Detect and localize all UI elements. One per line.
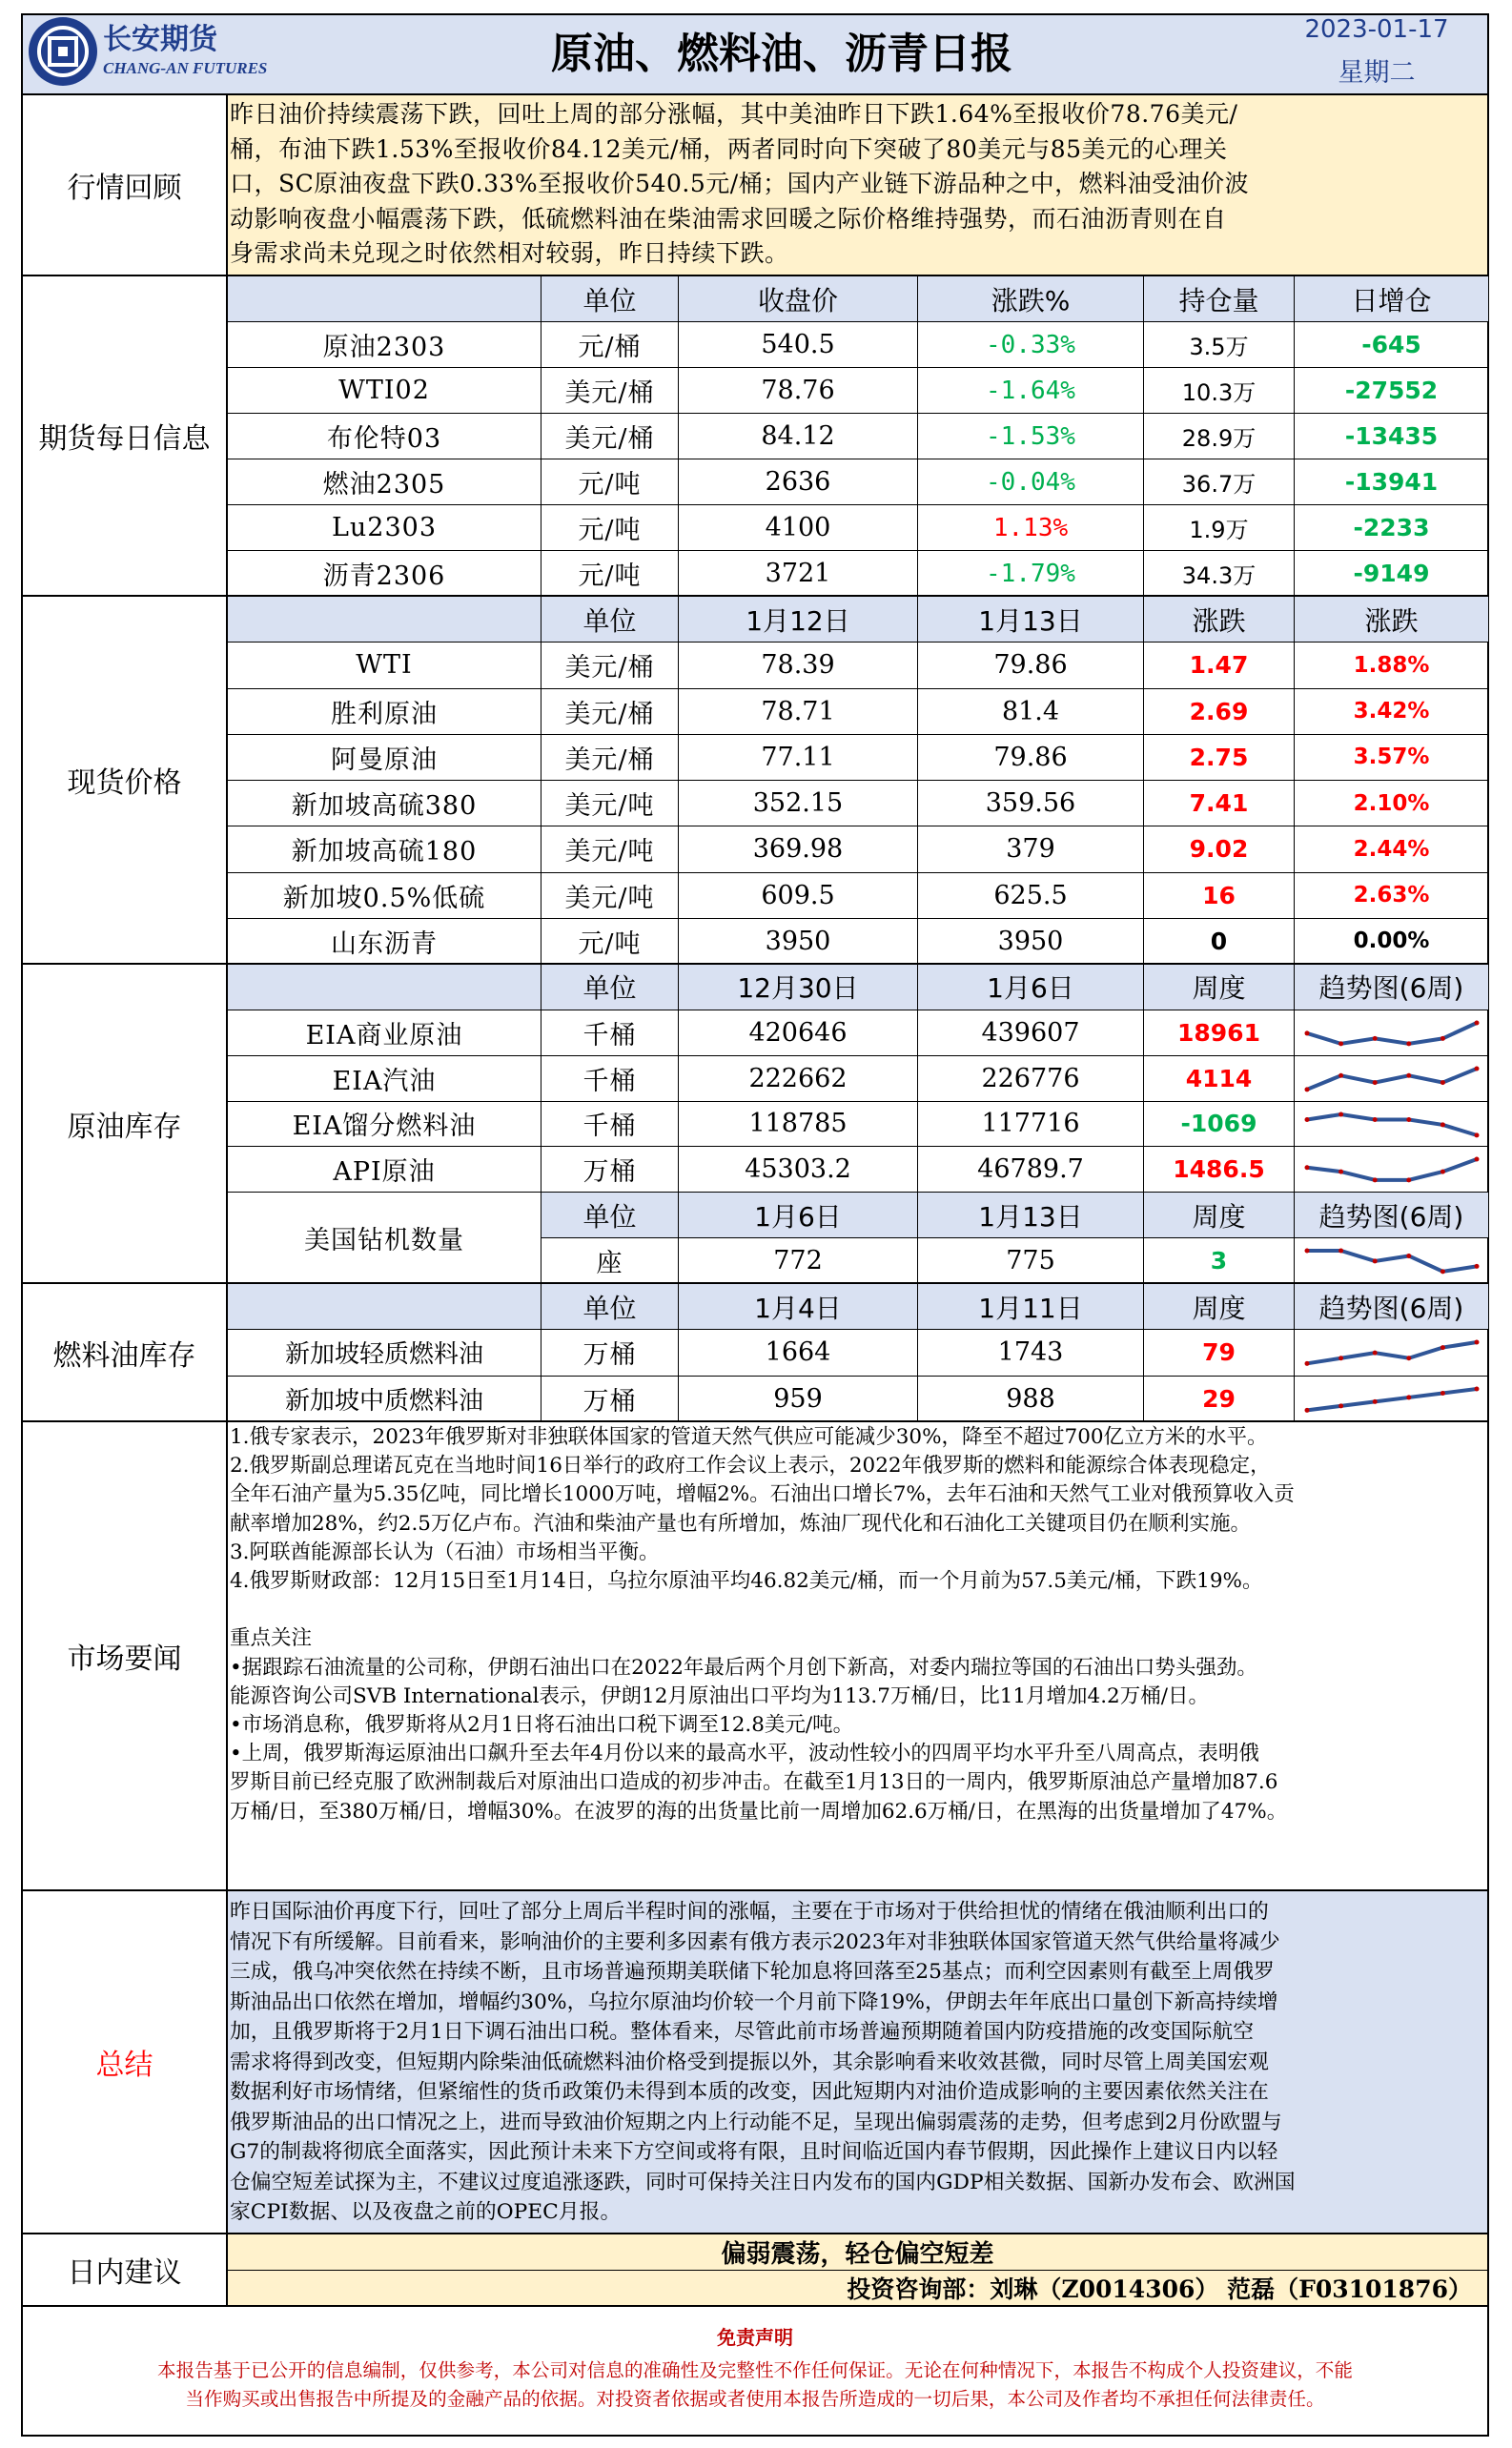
disclaimer-line: 当作购买或出售报告中所提及的金融产品的依据。对投资者依据或者使用本报告所造成的一切后果，本公司及作者均不承担任何法律责任。 xyxy=(185,2388,1325,2410)
trend-line xyxy=(1307,1114,1477,1135)
spot-price-curr: 625.5 xyxy=(918,873,1144,919)
review-line: 昨日油价持续震荡下跌，回吐上周的部分涨幅，其中美油昨日下跌1.64%至报收价78.76美元/ xyxy=(230,100,1238,128)
spot-price-curr: 379 xyxy=(918,826,1144,872)
column-header: 收盘价 xyxy=(679,276,918,322)
spot-price-prev: 369.98 xyxy=(679,826,918,872)
column-header: 趋势图(6周) xyxy=(1295,1193,1489,1238)
trend-point xyxy=(1373,1259,1378,1264)
column-header: 1月4日 xyxy=(679,1284,918,1330)
column-header: 1月13日 xyxy=(918,597,1144,643)
spot-change: 2.75 xyxy=(1144,735,1295,781)
review-line: 动影响夜盘小幅震荡下跌，低硫燃料油在柴油需求回暖之际价格维持强势，而石油沥青则在自 xyxy=(230,204,1227,233)
crude-stock-name: API原油 xyxy=(228,1147,541,1193)
trend-chart xyxy=(1302,1384,1481,1415)
futures-unit: 元/吨 xyxy=(541,505,679,551)
trend-line xyxy=(1307,1342,1477,1363)
column-header: 周度 xyxy=(1144,1284,1295,1330)
trend-point xyxy=(1406,1357,1411,1361)
spot-price-prev: 77.11 xyxy=(679,735,918,781)
column-header: 周度 xyxy=(1144,1193,1295,1238)
spot-change-pct: 2.44% xyxy=(1295,826,1489,872)
futures-open-interest: 10.3万 xyxy=(1144,368,1295,414)
trend-line xyxy=(1307,1023,1477,1044)
column-header: 涨跌 xyxy=(1295,597,1489,643)
futures-close: 78.76 xyxy=(679,368,918,414)
trend-line xyxy=(1307,1069,1477,1090)
header-blank xyxy=(228,597,541,643)
futures-unit: 元/吨 xyxy=(541,551,679,597)
spot-change: 2.69 xyxy=(1144,689,1295,735)
summary-line: 昨日国际油价再度下行，回吐了部分上周后半程时间的涨幅，主要在于市场对于供给担忧的情绪在俄油顺利出口的 xyxy=(230,1900,1269,1924)
trend-line xyxy=(1307,1251,1477,1272)
summary-line: 家CPI数据、以及夜盘之前的OPEC月报。 xyxy=(230,2200,622,2224)
column-header: 1月12日 xyxy=(679,597,918,643)
news-line: 万桶/日，至380万桶/日，增幅30%。在波罗的海的出货量比前一周增加62.6万桶/日，在黑海的出货量增加了47%。 xyxy=(230,1799,1288,1824)
futures-table xyxy=(228,276,1489,597)
crude-stock-unit: 千桶 xyxy=(541,1102,679,1148)
column-header: 趋势图(6周) xyxy=(1295,1284,1489,1330)
news-line: 3.阿联酋能源部长认为（石油）市场相当平衡。 xyxy=(230,1540,660,1564)
spot-name: 阿曼原油 xyxy=(228,735,541,781)
spot-unit: 元/吨 xyxy=(541,919,679,965)
crude-stock-prev: 118785 xyxy=(679,1102,918,1148)
spot-name: 胜利原油 xyxy=(228,689,541,735)
fuel-stock-weekly-change: 79 xyxy=(1144,1330,1295,1376)
summary-label: 总结 xyxy=(95,2049,153,2082)
spot-unit: 美元/桶 xyxy=(541,689,679,735)
trend-point xyxy=(1338,1112,1343,1116)
futures-change-pct: -1.79% xyxy=(918,551,1144,597)
trend-chart xyxy=(1302,1246,1481,1276)
futures-change-pct: -1.64% xyxy=(918,368,1144,414)
futures-name: 燃油2305 xyxy=(228,459,541,505)
fuel-stock-name: 新加坡轻质燃料油 xyxy=(228,1330,541,1376)
trend-point xyxy=(1373,1080,1378,1085)
spot-table xyxy=(228,597,1489,965)
crude-stock-unit: 千桶 xyxy=(541,1056,679,1102)
summary-line: 情况下有所缓解。目前看来，影响油价的主要利多因素有俄方表示2023年对非独联体国家管道天然气供给量将减少 xyxy=(230,1929,1280,1954)
spot-unit: 美元/桶 xyxy=(541,735,679,781)
advice-text: 偏弱震荡，轻仓偏空短差 xyxy=(228,2234,1489,2271)
summary-line: G7的制裁将彻底全面落实，因此预计未来下方空间或将有限，且时间临近国内春节假期，因此操作上建议日内以轻 xyxy=(230,2140,1278,2164)
report-title: 原油、燃料油、沥青日报 xyxy=(551,30,1012,78)
summary-line: 加，且俄罗斯将于2月1日下调石油出口税。整体看来，尽管此前市场普遍预期随着国内防疫措施的改变国际航空 xyxy=(230,2020,1254,2044)
summary-line: 数据利好市场情绪，但紧缩性的货币政策仍未得到本质的改变，因此短期内对油价造成影响的主要因素依然关注在 xyxy=(230,2080,1269,2104)
column-header: 1月11日 xyxy=(918,1284,1144,1330)
spot-change-pct: 3.57% xyxy=(1295,735,1489,781)
spot-price-curr: 79.86 xyxy=(918,735,1144,781)
column-header: 单位 xyxy=(541,276,679,322)
trend-point xyxy=(1475,1066,1480,1071)
crude-stock-curr: 46789.7 xyxy=(918,1147,1144,1193)
crude-stock-prev: 222662 xyxy=(679,1056,918,1102)
trend-point xyxy=(1305,1407,1310,1412)
spot-change-pct: 0.00% xyxy=(1295,919,1489,965)
spot-unit: 美元/桶 xyxy=(541,643,679,688)
news-line: 献率增加28%，约2.5万亿卢布。汽油和柴油产量也有所增加，炼油厂现代化和石油化工关键项目仍在顺利实施。 xyxy=(230,1511,1251,1536)
crude-stock-curr: 226776 xyxy=(918,1056,1144,1102)
fuel-stock-curr: 1743 xyxy=(918,1330,1144,1376)
crude-stock-curr: 117716 xyxy=(918,1102,1144,1148)
futures-open-interest: 3.5万 xyxy=(1144,322,1295,368)
spot-name: 新加坡高硫380 xyxy=(228,781,541,826)
crude-stock-name: EIA汽油 xyxy=(228,1056,541,1102)
fuel-stock-weekly-change: 29 xyxy=(1144,1377,1295,1422)
section-label-fuel-stock: 燃料油库存 xyxy=(21,1284,228,1422)
crude-stock-table xyxy=(228,965,1489,1284)
spot-price-prev: 78.39 xyxy=(679,643,918,688)
trend-point xyxy=(1338,1357,1343,1361)
spot-change: 7.41 xyxy=(1144,781,1295,826)
futures-change-pct: -0.33% xyxy=(918,322,1144,368)
fuel-stock-unit: 万桶 xyxy=(541,1330,679,1376)
summary-line: 需求将得到改变，但短期内除柴油低硫燃料油价格受到提振以外，其余影响看来收效甚微，同时尽管上周美国宏观 xyxy=(230,2050,1269,2074)
trend-line xyxy=(1307,1159,1477,1180)
report-weekday: 星期二 xyxy=(1338,58,1416,88)
fuel-stock-prev: 1664 xyxy=(679,1330,918,1376)
analyst-info: 投资咨询部：刘琳（Z0014306） 范磊（F03101876） xyxy=(228,2271,1489,2307)
futures-change-pct: -0.04% xyxy=(918,459,1144,505)
futures-open-interest: 28.9万 xyxy=(1144,414,1295,459)
summary-line: 三成，俄乌冲突依然在持续不断，且市场普遍预期美联储下轮加息将回落至25基点；而利空因素则有截至上周俄罗 xyxy=(230,1960,1275,1984)
column-header: 单位 xyxy=(541,597,679,643)
header-blank xyxy=(228,1284,541,1330)
trend-point xyxy=(1305,1117,1310,1122)
crude-stock-prev: 45303.2 xyxy=(679,1147,918,1193)
trend-point xyxy=(1406,1178,1411,1183)
trend-line xyxy=(1307,1389,1477,1410)
news-line: •市场消息称，俄罗斯将从2月1日将石油出口税下调至12.8美元/吨。 xyxy=(230,1713,854,1738)
column-header: 1月13日 xyxy=(918,1193,1144,1238)
news-box xyxy=(228,1422,1489,1891)
crude-stock-name: EIA馏分燃料油 xyxy=(228,1102,541,1148)
column-header: 日增仓 xyxy=(1295,276,1489,322)
crude-stock-unit: 千桶 xyxy=(541,1010,679,1056)
column-header: 1月6日 xyxy=(679,1193,918,1238)
trend-point xyxy=(1475,1132,1480,1137)
column-header: 单位 xyxy=(541,965,679,1010)
trend-point xyxy=(1475,1386,1480,1391)
futures-unit: 美元/桶 xyxy=(541,368,679,414)
spot-unit: 美元/吨 xyxy=(541,826,679,872)
crude-stock-weekly-change: 1486.5 xyxy=(1144,1147,1295,1193)
summary-text xyxy=(230,1897,1486,2228)
review-box xyxy=(228,95,1489,276)
spot-price-prev: 3950 xyxy=(679,919,918,965)
futures-unit: 美元/桶 xyxy=(541,414,679,459)
rig-count-unit: 座 xyxy=(541,1238,679,1284)
section-label-advice: 日内建议 xyxy=(21,2234,228,2307)
news-line: 罗斯目前已经克服了欧洲制裁后对原油出口造成的初步冲击。在截至1月13日的一周内，俄罗斯原油总产量增加87.6 xyxy=(230,1770,1278,1795)
trend-point xyxy=(1305,1030,1310,1035)
futures-unit: 元/桶 xyxy=(541,322,679,368)
column-header: 单位 xyxy=(541,1193,679,1238)
trend-point xyxy=(1338,1403,1343,1408)
disclaimer-title: 免责声明 xyxy=(717,2326,793,2349)
trend-point xyxy=(1406,1072,1411,1077)
futures-close: 2636 xyxy=(679,459,918,505)
futures-name: 布伦特03 xyxy=(228,414,541,459)
trend-point xyxy=(1475,1264,1480,1269)
trend-point xyxy=(1440,1122,1445,1127)
trend-point xyxy=(1475,1340,1480,1345)
spot-price-prev: 609.5 xyxy=(679,873,918,919)
section-label-review: 行情回顾 xyxy=(21,95,228,276)
disclaimer-box xyxy=(21,2307,1489,2437)
trend-point xyxy=(1440,1391,1445,1396)
trend-chart xyxy=(1302,1064,1481,1094)
spot-change: 9.02 xyxy=(1144,826,1295,872)
review-line: 口，SC原油夜盘下跌0.33%至报收价540.5元/桶；国内产业链下游品种之中，燃料油受油价波 xyxy=(230,170,1250,197)
column-header: 1月6日 xyxy=(918,965,1144,1010)
fuel-stock-name: 新加坡中质燃料油 xyxy=(228,1377,541,1422)
crude-stock-weekly-change: -1069 xyxy=(1144,1102,1295,1148)
crude-stock-unit: 万桶 xyxy=(541,1147,679,1193)
futures-oi-change: -2233 xyxy=(1295,505,1489,551)
company-logo-icon xyxy=(29,17,97,86)
futures-oi-change: -13435 xyxy=(1295,414,1489,459)
trend-point xyxy=(1338,1072,1343,1077)
spot-price-prev: 352.15 xyxy=(679,781,918,826)
trend-chart xyxy=(1302,1337,1481,1368)
futures-close: 540.5 xyxy=(679,322,918,368)
section-label-crude-stock: 原油库存 xyxy=(21,965,228,1284)
summary-line: 俄罗斯油品的出口情况之上，进而导致油价短期之内上行动能不足，呈现出偏弱震荡的走势，但考虑到2月份欧盟与 xyxy=(230,2110,1282,2134)
company-name-en: CHANG-AN FUTURES xyxy=(103,59,268,77)
header-blank xyxy=(228,276,541,322)
spot-change: 1.47 xyxy=(1144,643,1295,688)
summary-line: 斯油品出口依然在增加，增幅约30%，乌拉尔原油均价较一个月前下降19%，伊朗去年年底出口量创下新高持续增 xyxy=(230,1989,1278,2014)
trend-point xyxy=(1338,1249,1343,1254)
news-line: 4.俄罗斯财政部：12月15日至1月14日，乌拉尔原油平均46.82美元/桶，而一个月前为57.5美元/桶，下跌19%。 xyxy=(230,1569,1263,1594)
trend-point xyxy=(1440,1345,1445,1350)
trend-point xyxy=(1305,1087,1310,1091)
column-header: 单位 xyxy=(541,1284,679,1330)
crude-stock-prev: 420646 xyxy=(679,1010,918,1056)
spot-price-curr: 79.86 xyxy=(918,643,1144,688)
trend-point xyxy=(1406,1254,1411,1258)
futures-close: 3721 xyxy=(679,551,918,597)
trend-point xyxy=(1305,1361,1310,1366)
section-label-news: 市场要闻 xyxy=(21,1422,228,1891)
report-date: 2023-01-17 xyxy=(1304,15,1449,44)
trend-point xyxy=(1373,1399,1378,1404)
section-label-futures: 期货每日信息 xyxy=(21,276,228,597)
crude-stock-weekly-change: 18961 xyxy=(1144,1010,1295,1056)
spot-name: 新加坡高硫180 xyxy=(228,826,541,872)
trend-point xyxy=(1440,1269,1445,1274)
futures-close: 84.12 xyxy=(679,414,918,459)
trend-point xyxy=(1475,1157,1480,1162)
rig-count-curr: 775 xyxy=(918,1238,1144,1284)
trend-point xyxy=(1406,1041,1411,1046)
trend-point xyxy=(1305,1166,1310,1171)
crude-stock-curr: 439607 xyxy=(918,1010,1144,1056)
spot-change-pct: 2.10% xyxy=(1295,781,1489,826)
spot-unit: 美元/吨 xyxy=(541,873,679,919)
futures-close: 4100 xyxy=(679,505,918,551)
disclaimer-line: 本报告基于已公开的信息编制，仅供参考，本公司对信息的准确性及完整性不作任何保证。无论在何种情况下，本报告不构成个人投资建议，不能 xyxy=(157,2359,1353,2381)
spot-price-curr: 3950 xyxy=(918,919,1144,965)
column-header: 周度 xyxy=(1144,965,1295,1010)
fuel-stock-table xyxy=(228,1284,1489,1422)
section-label-summary xyxy=(21,1891,228,2234)
futures-oi-change: -13941 xyxy=(1295,459,1489,505)
trend-point xyxy=(1373,1117,1378,1122)
spot-change-pct: 3.42% xyxy=(1295,689,1489,735)
trend-point xyxy=(1406,1117,1411,1122)
column-header: 涨跌 xyxy=(1144,597,1295,643)
section-label-spot: 现货价格 xyxy=(21,597,228,965)
spot-price-prev: 78.71 xyxy=(679,689,918,735)
futures-change-pct: -1.53% xyxy=(918,414,1144,459)
spot-name: WTI xyxy=(228,643,541,688)
trend-chart xyxy=(1302,1018,1481,1049)
spot-price-curr: 359.56 xyxy=(918,781,1144,826)
fuel-stock-prev: 959 xyxy=(679,1377,918,1422)
futures-name: 沥青2306 xyxy=(228,551,541,597)
news-text xyxy=(230,1423,1486,1826)
spot-name: 山东沥青 xyxy=(228,919,541,965)
futures-name: WTI02 xyxy=(228,368,541,414)
review-line: 桶，布油下跌1.53%至报收价84.12美元/桶，两者同时向下突破了80美元与85美元的心理关 xyxy=(230,134,1228,163)
news-line: 能源咨询公司SVB International表示，伊朗12月原油出口平均为113.7万桶/日，比11月增加4.2万桶/日。 xyxy=(230,1683,1209,1708)
futures-oi-change: -27552 xyxy=(1295,368,1489,414)
column-header: 持仓量 xyxy=(1144,276,1295,322)
trend-point xyxy=(1305,1249,1310,1254)
rig-count-weekly-change: 3 xyxy=(1144,1238,1295,1284)
trend-point xyxy=(1338,1170,1343,1174)
trend-point xyxy=(1440,1080,1445,1085)
spot-unit: 美元/吨 xyxy=(541,781,679,826)
trend-point xyxy=(1373,1351,1378,1356)
trend-point xyxy=(1406,1395,1411,1399)
rig-count-name: 美国钻机数量 xyxy=(228,1193,541,1284)
review-text xyxy=(230,97,1486,272)
rig-count-prev: 772 xyxy=(679,1238,918,1284)
crude-stock-name: EIA商业原油 xyxy=(228,1010,541,1056)
disclaimer-text xyxy=(23,2356,1487,2414)
spot-price-curr: 81.4 xyxy=(918,689,1144,735)
trend-point xyxy=(1373,1178,1378,1183)
column-header: 涨跌% xyxy=(918,276,1144,322)
spot-change: 16 xyxy=(1144,873,1295,919)
news-line: 1.俄专家表示，2023年俄罗斯对非独联体国家的管道天然气供应可能减少30%，降至不超过700亿立方米的水平。 xyxy=(230,1425,1268,1449)
column-header: 12月30日 xyxy=(679,965,918,1010)
futures-change-pct: 1.13% xyxy=(918,505,1144,551)
futures-oi-change: -645 xyxy=(1295,322,1489,368)
company-name-cn: 长安期货 xyxy=(103,23,217,56)
news-line xyxy=(230,1596,1486,1624)
futures-open-interest: 34.3万 xyxy=(1144,551,1295,597)
futures-oi-change: -9149 xyxy=(1295,551,1489,597)
review-line: 身需求尚未兑现之时依然相对较弱，昨日持续下跌。 xyxy=(230,239,789,267)
fuel-stock-unit: 万桶 xyxy=(541,1377,679,1422)
news-line: 2.俄罗斯副总理诺瓦克在当地时间16日举行的政府工作会议上表示，2022年俄罗斯的燃料和能源综合体表现稳定， xyxy=(230,1454,1271,1479)
column-header: 趋势图(6周) xyxy=(1295,965,1489,1010)
trend-point xyxy=(1373,1036,1378,1041)
trend-point xyxy=(1440,1170,1445,1174)
summary-box xyxy=(228,1891,1489,2234)
futures-unit: 元/吨 xyxy=(541,459,679,505)
news-line: 全年石油产量为5.35亿吨，同比增长1000万吨，增幅2%。石油出口增长7%，去年石油和天然气工业对俄预算收入贡 xyxy=(230,1482,1295,1507)
futures-name: Lu2303 xyxy=(228,505,541,551)
trend-chart xyxy=(1302,1110,1481,1140)
news-line: •上周，俄罗斯海运原油出口飙升至去年4月份以来的最高水平，波动性较小的四周平均水平升至八周高点，表明俄 xyxy=(230,1742,1259,1766)
trend-chart xyxy=(1302,1154,1481,1185)
fuel-stock-curr: 988 xyxy=(918,1377,1144,1422)
spot-change-pct: 1.88% xyxy=(1295,643,1489,688)
futures-open-interest: 1.9万 xyxy=(1144,505,1295,551)
spot-name: 新加坡0.5%低硫 xyxy=(228,873,541,919)
futures-open-interest: 36.7万 xyxy=(1144,459,1295,505)
news-line: 重点关注 xyxy=(230,1626,313,1651)
spot-change: 0 xyxy=(1144,919,1295,965)
futures-name: 原油2303 xyxy=(228,322,541,368)
summary-line: 仓偏空短差试探为主，不建议过度追涨逐跌，同时可保持关注日内发布的国内GDP相关数据、国新办发布会、欧洲国 xyxy=(230,2170,1296,2194)
trend-point xyxy=(1338,1041,1343,1046)
trend-point xyxy=(1475,1020,1480,1025)
header-blank xyxy=(228,965,541,1010)
crude-stock-weekly-change: 4114 xyxy=(1144,1056,1295,1102)
trend-point xyxy=(1440,1036,1445,1041)
spot-change-pct: 2.63% xyxy=(1295,873,1489,919)
news-line: •据跟踪石油流量的公司称，伊朗石油出口在2022年最后两个月创下新高，对委内瑞拉等国的石油出口势头强劲。 xyxy=(230,1655,1257,1680)
